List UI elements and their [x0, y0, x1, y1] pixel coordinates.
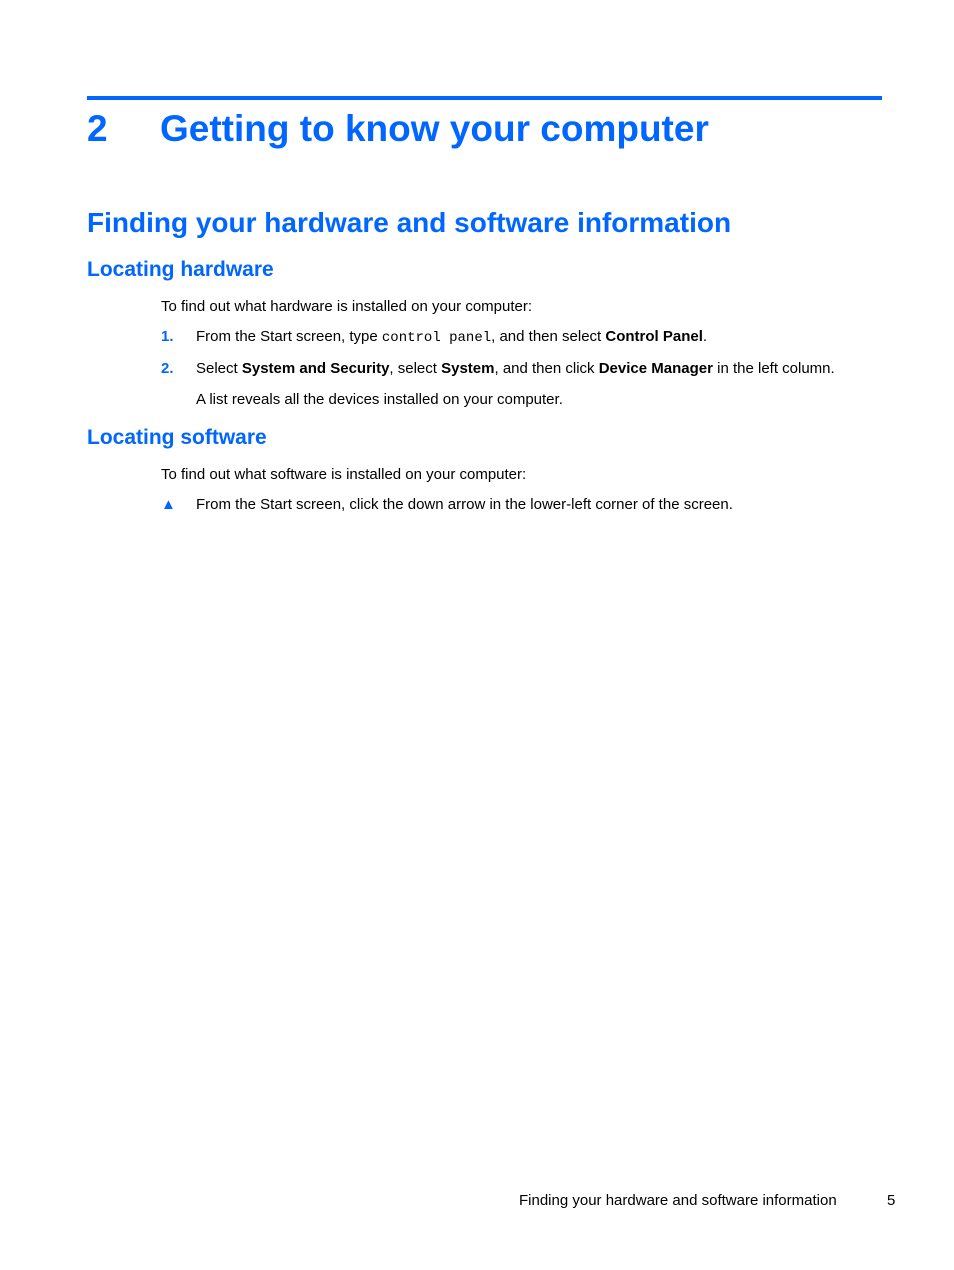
typed-command: control panel [381, 330, 492, 346]
step-number: 1. [161, 328, 174, 345]
chapter-number: 2 [87, 108, 108, 149]
triangle-bullet-icon: ▲ [161, 496, 176, 513]
chapter-title: Getting to know your computer [160, 108, 709, 149]
step-number: 2. [161, 360, 174, 377]
step-text: Select System and Security, select System, and then click Device Manager in the left column. [196, 360, 835, 377]
ui-term: System and Security [241, 360, 390, 377]
software-heading: Locating software [87, 426, 267, 449]
hardware-intro: To find out what hardware is installed on your computer: [161, 298, 533, 315]
footer-title: Finding your hardware and software information [519, 1192, 837, 1209]
hardware-heading: Locating hardware [87, 258, 274, 281]
section-title: Finding your hardware and software information [87, 207, 732, 238]
ui-term: System [441, 360, 495, 377]
software-intro: To find out what software is installed on your computer: [161, 466, 527, 483]
page-number: 5 [887, 1192, 896, 1209]
chapter-heading [87, 108, 709, 150]
chapter-rule [87, 96, 882, 100]
hardware-note: A list reveals all the devices installed on your computer. [196, 391, 563, 408]
ui-term: Device Manager [598, 360, 713, 377]
step-text: From the Start screen, type control panel, and then select Control Panel. [196, 328, 708, 346]
ui-term: Control Panel [605, 328, 703, 345]
step-text: From the Start screen, click the down arrow in the lower-left corner of the screen. [196, 496, 733, 513]
